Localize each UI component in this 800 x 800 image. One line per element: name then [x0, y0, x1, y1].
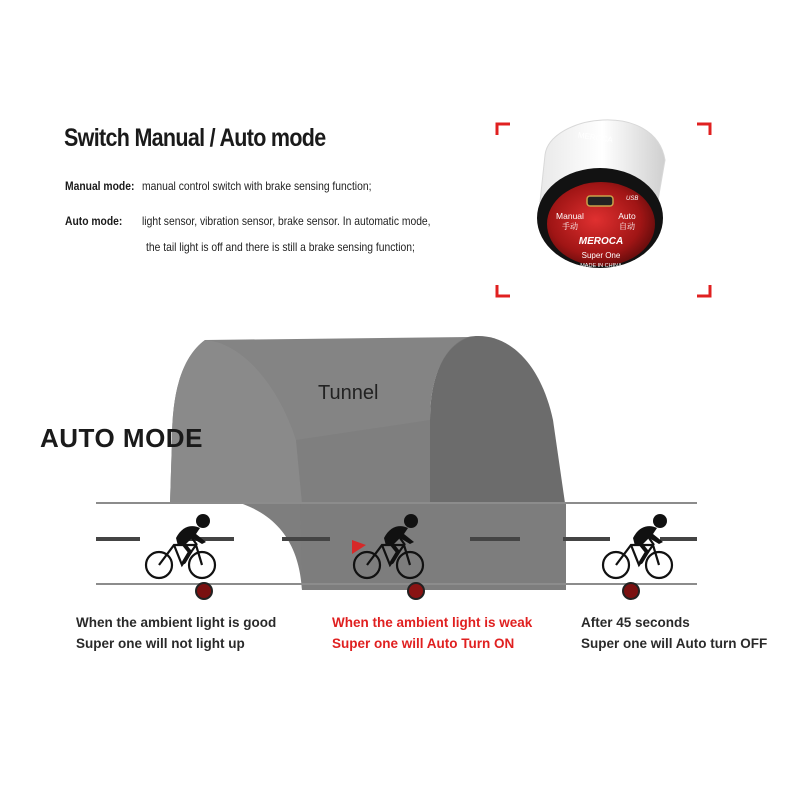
cyclist-icon-3: [603, 514, 672, 578]
auto-mode-description-line1: light sensor, vibration sensor, brake sensor. In automatic mode,: [142, 214, 431, 228]
caption-1-line2: Super one will not light up: [76, 636, 245, 651]
manual-switch-label-cn: 手动: [562, 222, 578, 231]
manual-switch-label: Manual: [556, 211, 584, 221]
manual-mode-description: manual control switch with brake sensing function;: [142, 179, 372, 193]
caption-panel-2: [332, 612, 532, 654]
cyclist-icon-1: [146, 514, 215, 578]
device-origin: MADE IN CHINA: [580, 263, 622, 269]
usb-label: USB: [626, 196, 639, 202]
caption-1-line1: When the ambient light is good: [76, 615, 277, 630]
caption-2-line1: When the ambient light is weak: [332, 615, 533, 630]
tunnel-label: Tunnel: [318, 382, 379, 404]
device-model: Super One: [581, 251, 621, 260]
indicator-dot-2: [408, 583, 424, 599]
caption-panel-3: [581, 612, 767, 654]
caption-panel-1: [76, 612, 276, 654]
auto-mode-description-line2: the tail light is off and there is still a brake sensing function;: [146, 240, 415, 254]
caption-3-line1: After 45 seconds: [581, 615, 690, 630]
auto-switch-label: Auto: [618, 211, 636, 221]
caption-2-line2: Super one will Auto Turn ON: [332, 636, 515, 651]
auto-mode-label: Auto mode:: [65, 214, 123, 228]
device-top-brand: MEROCA: [577, 130, 614, 145]
tunnel-interior: [300, 503, 566, 590]
manual-mode-label: Manual mode:: [65, 179, 135, 193]
auto-switch-label-cn: 自动: [619, 222, 635, 231]
auto-mode-heading: AUTO MODE: [40, 423, 203, 453]
device-brand: MEROCA: [578, 236, 624, 247]
page-title: Switch Manual / Auto mode: [64, 124, 326, 152]
caption-3-line2: Super one will Auto turn OFF: [581, 636, 768, 651]
indicator-dot-3: [623, 583, 639, 599]
indicator-dot-1: [196, 583, 212, 599]
